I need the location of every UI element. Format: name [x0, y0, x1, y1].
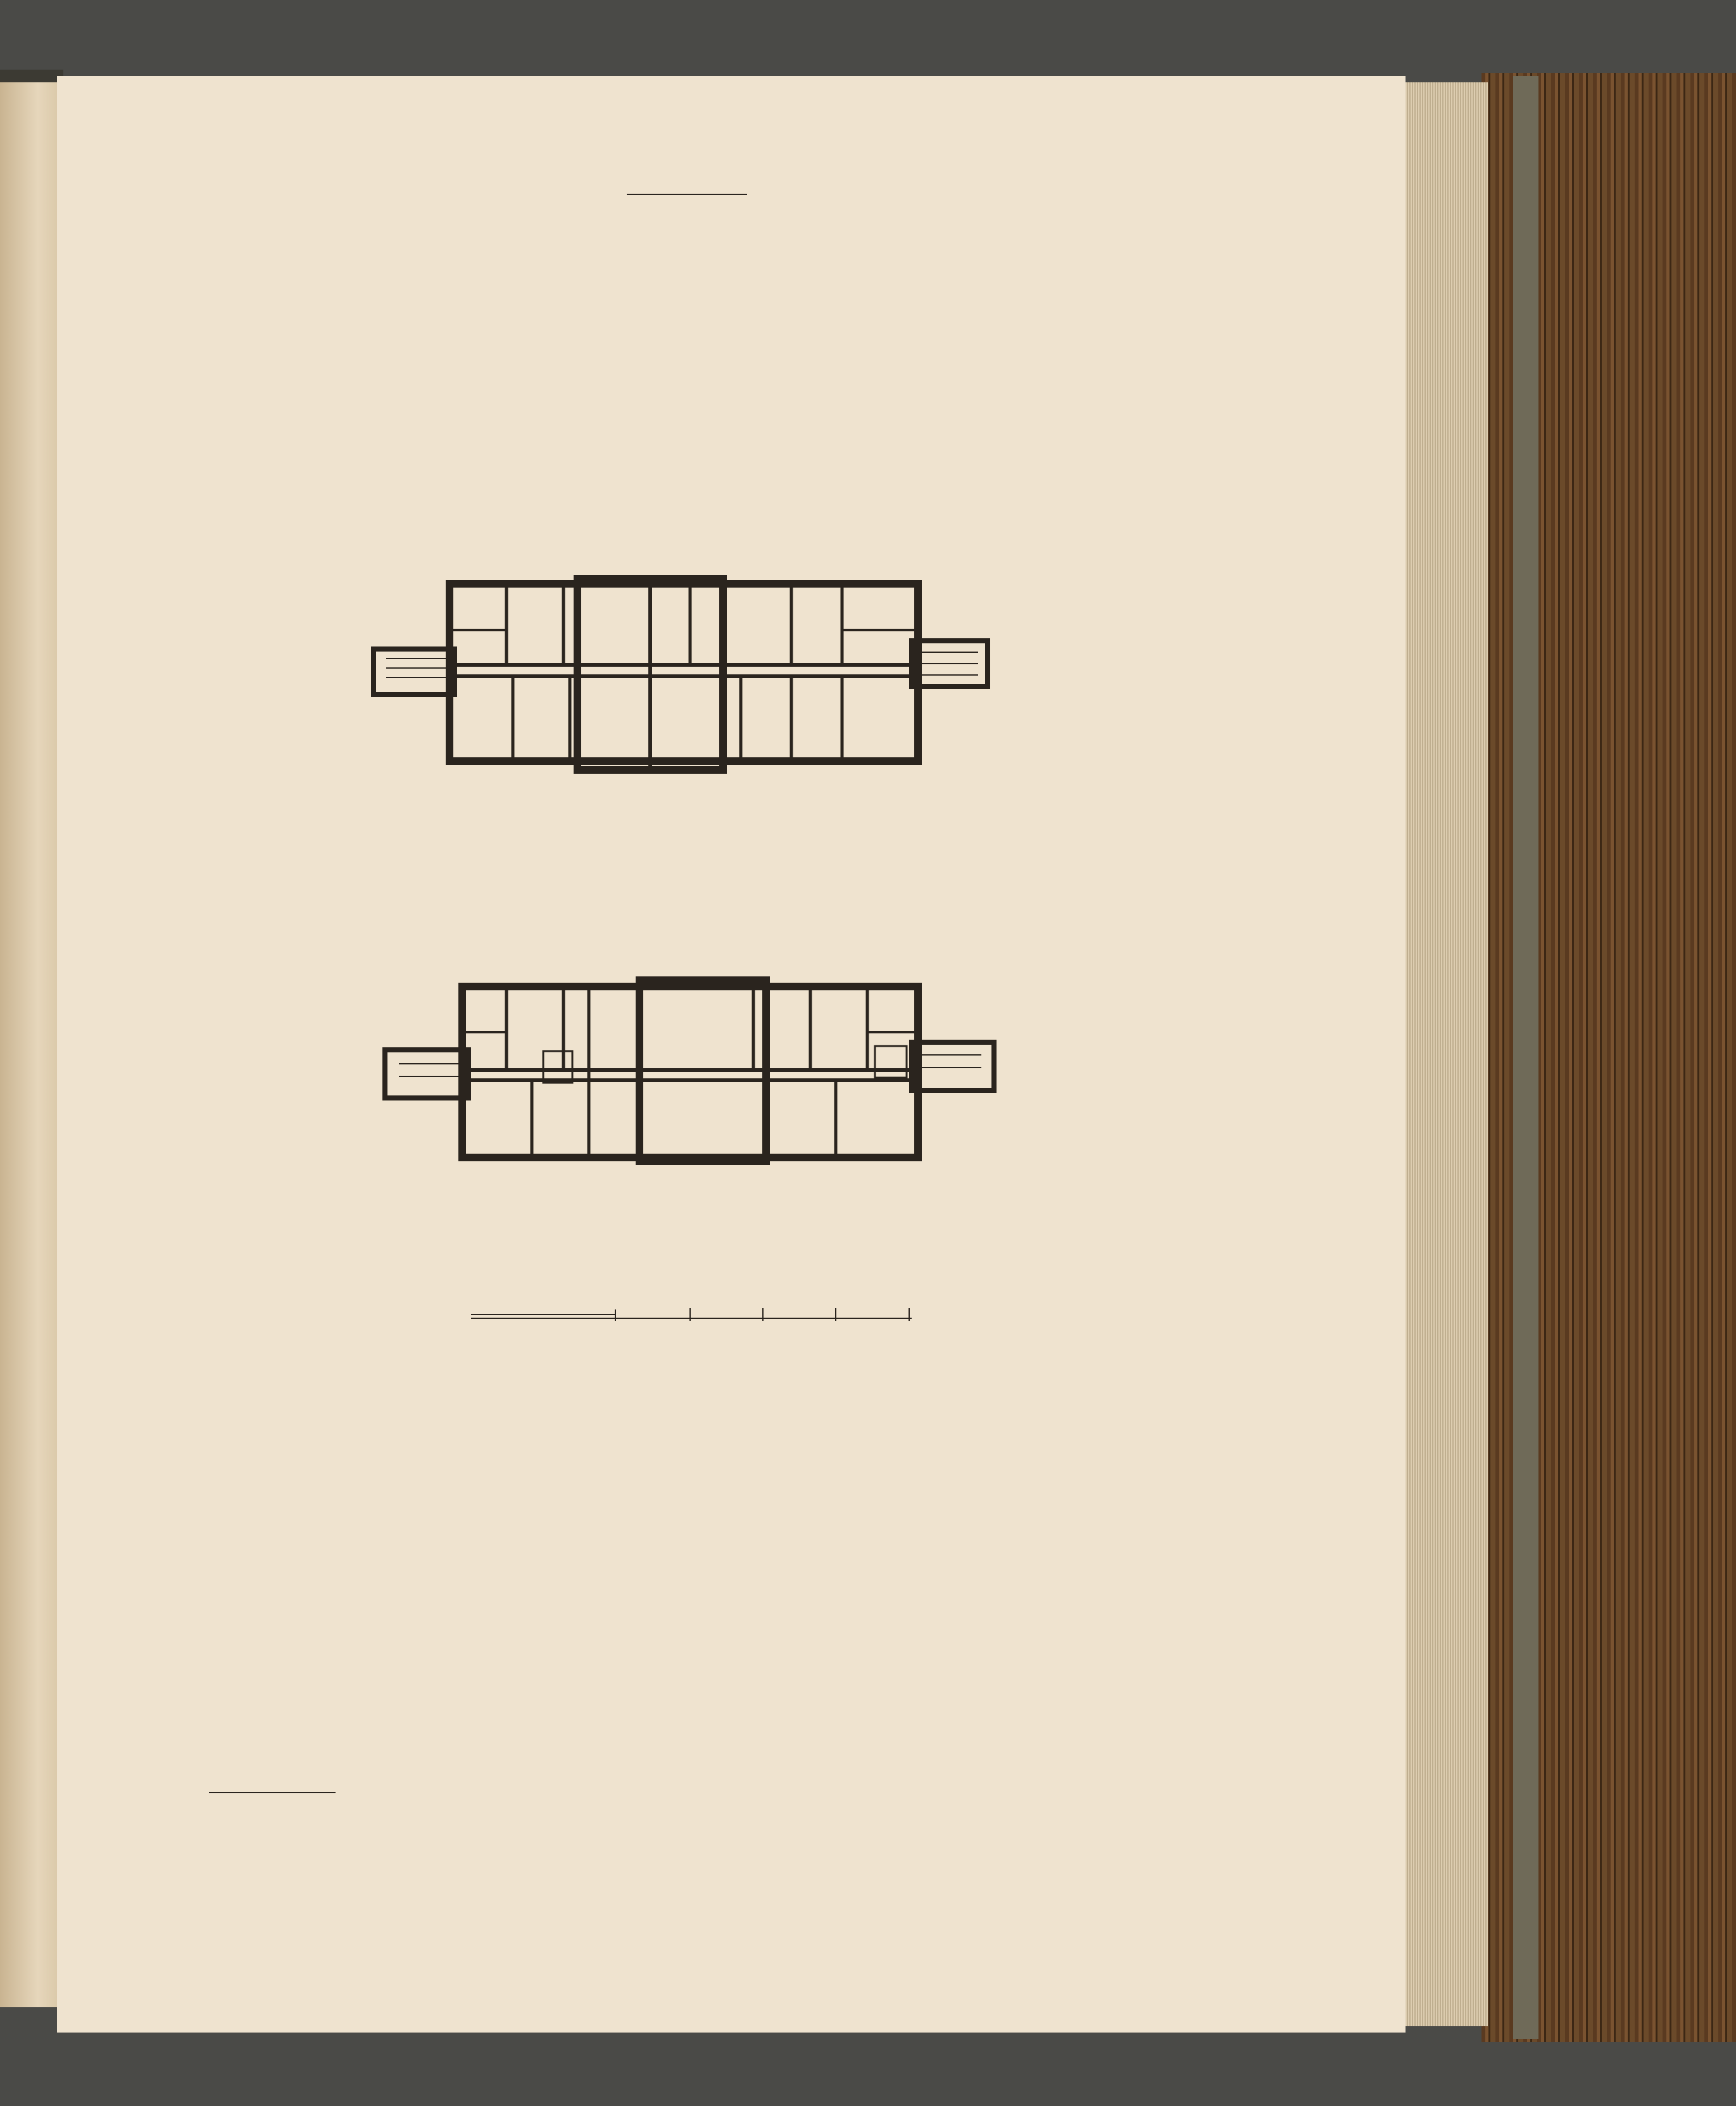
fig245-outer-wall — [450, 584, 918, 761]
fig246-entrance-left — [385, 1050, 469, 1098]
fig245-floor-plan — [361, 570, 1019, 779]
scale-bar — [456, 1296, 937, 1327]
fig245-entrance-left — [374, 649, 455, 695]
left-page — [0, 82, 63, 2007]
footnote-rule — [209, 1792, 336, 1793]
fig246-floor-plan — [374, 975, 1026, 1165]
fig246-entrance-right — [912, 1042, 994, 1090]
page-number — [627, 191, 747, 195]
left-page-edge — [0, 70, 63, 82]
book-cloth-edge — [1513, 76, 1538, 2039]
